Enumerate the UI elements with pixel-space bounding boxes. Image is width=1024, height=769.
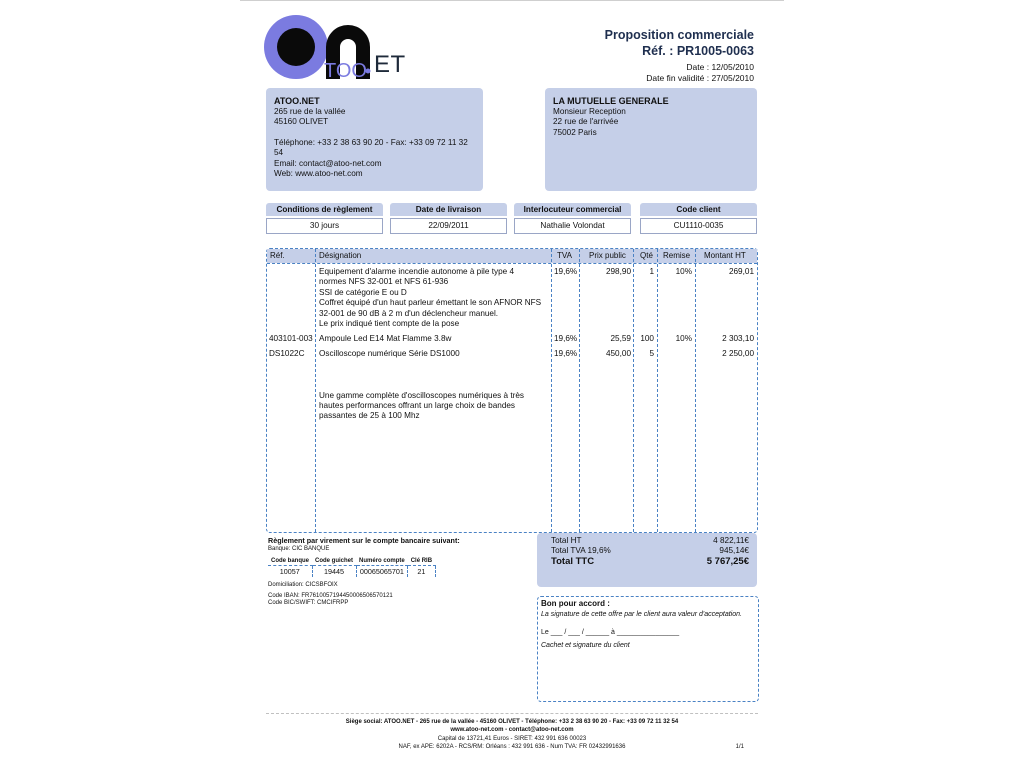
- document-page: [240, 0, 784, 769]
- designation-line: 32-001 de 90 dB à 2 m d'un déclencheur manuel.: [319, 308, 499, 318]
- items-table: [266, 248, 758, 533]
- info-head: Interlocuteur commercial: [514, 203, 631, 216]
- document-date: Date : 12/05/2010: [686, 62, 754, 72]
- rib-table: [268, 557, 436, 577]
- document-validity: Date fin validité : 27/05/2010: [646, 73, 754, 83]
- footer-line2: www.atoo-net.com - contact@atoo-net.com: [450, 727, 574, 734]
- table-header: [267, 249, 757, 263]
- page-number: 1/1: [735, 743, 744, 750]
- designation-line: hautes performances offrant un large choix de bandes: [319, 400, 516, 410]
- recipient-name: LA MUTUELLE GENERALE: [553, 96, 669, 106]
- col-ref-header: Réf.: [270, 251, 285, 260]
- designation-line: Coffret équipé d'un haut parleur émettant le son AFNOR NFS: [319, 298, 542, 308]
- designation-line: [319, 380, 551, 390]
- info-value: CU1110-0035: [640, 218, 757, 234]
- info-client-code: [640, 203, 757, 234]
- row-price: 298,90: [605, 267, 631, 276]
- payment-domiciliation: Domiciliation: CICSBFOIX: [268, 582, 338, 588]
- row-discount: 10%: [675, 267, 692, 276]
- row-qty: 5: [649, 349, 654, 358]
- payment-bic: Code BIC/SWIFT: CMCIFRPP: [268, 600, 349, 606]
- footer-line3: Capital de 13721,41 Euros - SIRET: 432 991 636 00023: [437, 735, 587, 742]
- sender-address1: 265 rue de la vallée: [274, 106, 346, 116]
- total-tva-value: 945,14€: [719, 546, 749, 555]
- col-amount-header: Montant HT: [704, 251, 746, 260]
- info-delivery-date: [390, 203, 507, 234]
- acceptance-text: La signature de cette offre par le client aura valeur d'acceptation.: [541, 611, 742, 618]
- info-value: 22/09/2011: [390, 218, 507, 234]
- logo-net-text: ET: [374, 51, 406, 78]
- row-ref: 403101-003: [269, 334, 313, 343]
- page-footer: [266, 713, 758, 751]
- row-designation: Ampoule Led E14 Mat Flamme 3.8w: [319, 334, 452, 343]
- row-amount: 2 250,00: [722, 349, 754, 358]
- total-ht-value: 4 822,11€: [713, 536, 749, 545]
- sender-address2: 45160 OLIVET: [274, 117, 329, 126]
- acceptance-box: [537, 596, 759, 702]
- info-head: Date de livraison: [390, 203, 507, 216]
- rib-value: 00065065701: [356, 566, 408, 578]
- recipient-address1: 22 rue de l'arrivée: [553, 117, 619, 126]
- header-divider: [267, 263, 757, 264]
- row-amount: 269,01: [728, 267, 754, 276]
- col-tva-header: TVA: [557, 251, 572, 260]
- recipient-address2: 75002 Paris: [553, 127, 597, 137]
- row-tva: 19,6%: [554, 334, 578, 343]
- designation-line: Oscilloscope numérique Série DS1000: [319, 349, 460, 358]
- col-divider: [315, 249, 316, 532]
- designation-line: Le prix indiqué tient compte de la pose: [319, 319, 460, 329]
- row-designation: [319, 267, 551, 329]
- recipient-box: [545, 88, 757, 191]
- col-designation-header: Désignation: [319, 251, 362, 260]
- row-amount: 2 303,10: [722, 334, 754, 343]
- row-ref: DS1022C: [269, 349, 305, 358]
- designation-line: [319, 370, 551, 380]
- designation-line: passantes de 25 à 100 Mhz: [319, 411, 420, 421]
- document-ref: Réf. : PR1005-0063: [642, 44, 754, 58]
- rib-value: 19445: [312, 566, 356, 578]
- col-divider: [657, 249, 658, 532]
- logo-too-text: TOO: [324, 60, 367, 79]
- designation-line: SSI de catégorie E ou D: [319, 287, 407, 297]
- rib-header: Code guichet: [312, 557, 356, 566]
- row-qty: 100: [640, 334, 654, 343]
- rib-value: 10057: [268, 566, 312, 578]
- rib-header: Clé RIB: [408, 557, 435, 566]
- info-payment-terms: [266, 203, 383, 234]
- totals-box: [537, 533, 757, 587]
- document-title: Proposition commerciale: [604, 28, 754, 42]
- payment-iban: Code IBAN: FR7610057194450006506570121: [268, 593, 393, 599]
- total-ttc-label: Total TTC: [551, 556, 595, 567]
- sender-phone: Téléphone: +33 2 38 63 90 20 - Fax: +33 09 72 11 32 54: [274, 137, 468, 157]
- company-logo: [264, 15, 414, 79]
- info-head: Conditions de règlement: [266, 203, 383, 216]
- designation-line: [319, 359, 551, 369]
- row-tva: 19,6%: [554, 267, 578, 276]
- row-qty: 1: [649, 267, 654, 276]
- info-head: Code client: [640, 203, 757, 216]
- acceptance-title: Bon pour accord :: [541, 599, 610, 608]
- row-designation: [319, 349, 551, 422]
- row-tva: 19,6%: [554, 349, 578, 358]
- info-sales-contact: [514, 203, 631, 234]
- row-discount: 10%: [675, 334, 692, 343]
- col-price-header: Prix public: [589, 251, 626, 260]
- col-divider: [551, 249, 552, 532]
- sender-web: Web: www.atoo-net.com: [274, 169, 363, 178]
- sender-name: ATOO.NET: [274, 96, 320, 106]
- info-value: 30 jours: [266, 218, 383, 234]
- designation-line: normes NFS 32-001 et NFS 61-936: [319, 277, 449, 287]
- payment-title: Règlement par virement sur le compte bancaire suivant:: [268, 536, 460, 545]
- row-price: 450,00: [605, 349, 631, 358]
- total-ttc-value: 5 767,25€: [706, 556, 749, 567]
- designation-line: Equipement d'alarme incendie autonome à pile type 4: [319, 267, 515, 276]
- recipient-contact: Monsieur Reception: [553, 106, 626, 116]
- designation-line: Une gamme complète d'oscilloscopes numériques à très: [319, 390, 524, 400]
- rib-header: Numéro compte: [356, 557, 408, 566]
- document-header: [605, 28, 754, 83]
- col-qty-header: Qté: [640, 251, 653, 260]
- acceptance-cachet: Cachet et signature du client: [541, 642, 630, 649]
- payment-bank: Banque: CIC BANQUE: [268, 546, 330, 552]
- footer-line1: Siège social: ATOO.NET - 265 rue de la vallée - 45160 OLIVET - Téléphone: +33 2 38 63 90 20 - Fax: +33 09 72 11 32 54: [345, 719, 679, 725]
- col-divider: [633, 249, 634, 532]
- footer-line4: NAF, ex APE: 6202A - RCS/RM: Orléans : 432 991 636 - Num TVA: FR 02432991636: [398, 743, 626, 750]
- sender-email: Email: contact@atoo-net.com: [274, 158, 382, 168]
- acceptance-date-line: Le ___ / ___ / ______ à ________________: [541, 629, 680, 636]
- payment-info: [268, 536, 518, 606]
- info-value: Nathalie Volondat: [514, 218, 631, 234]
- col-discount-header: Remise: [663, 251, 691, 260]
- col-divider: [579, 249, 580, 532]
- sender-box: [266, 88, 483, 191]
- col-divider: [695, 249, 696, 532]
- rib-value: 21: [408, 566, 435, 578]
- total-tva-label: Total TVA 19,6%: [551, 546, 611, 555]
- rib-header: Code banque: [268, 557, 312, 566]
- row-price: 25,59: [610, 334, 631, 343]
- total-ht-label: Total HT: [551, 536, 582, 545]
